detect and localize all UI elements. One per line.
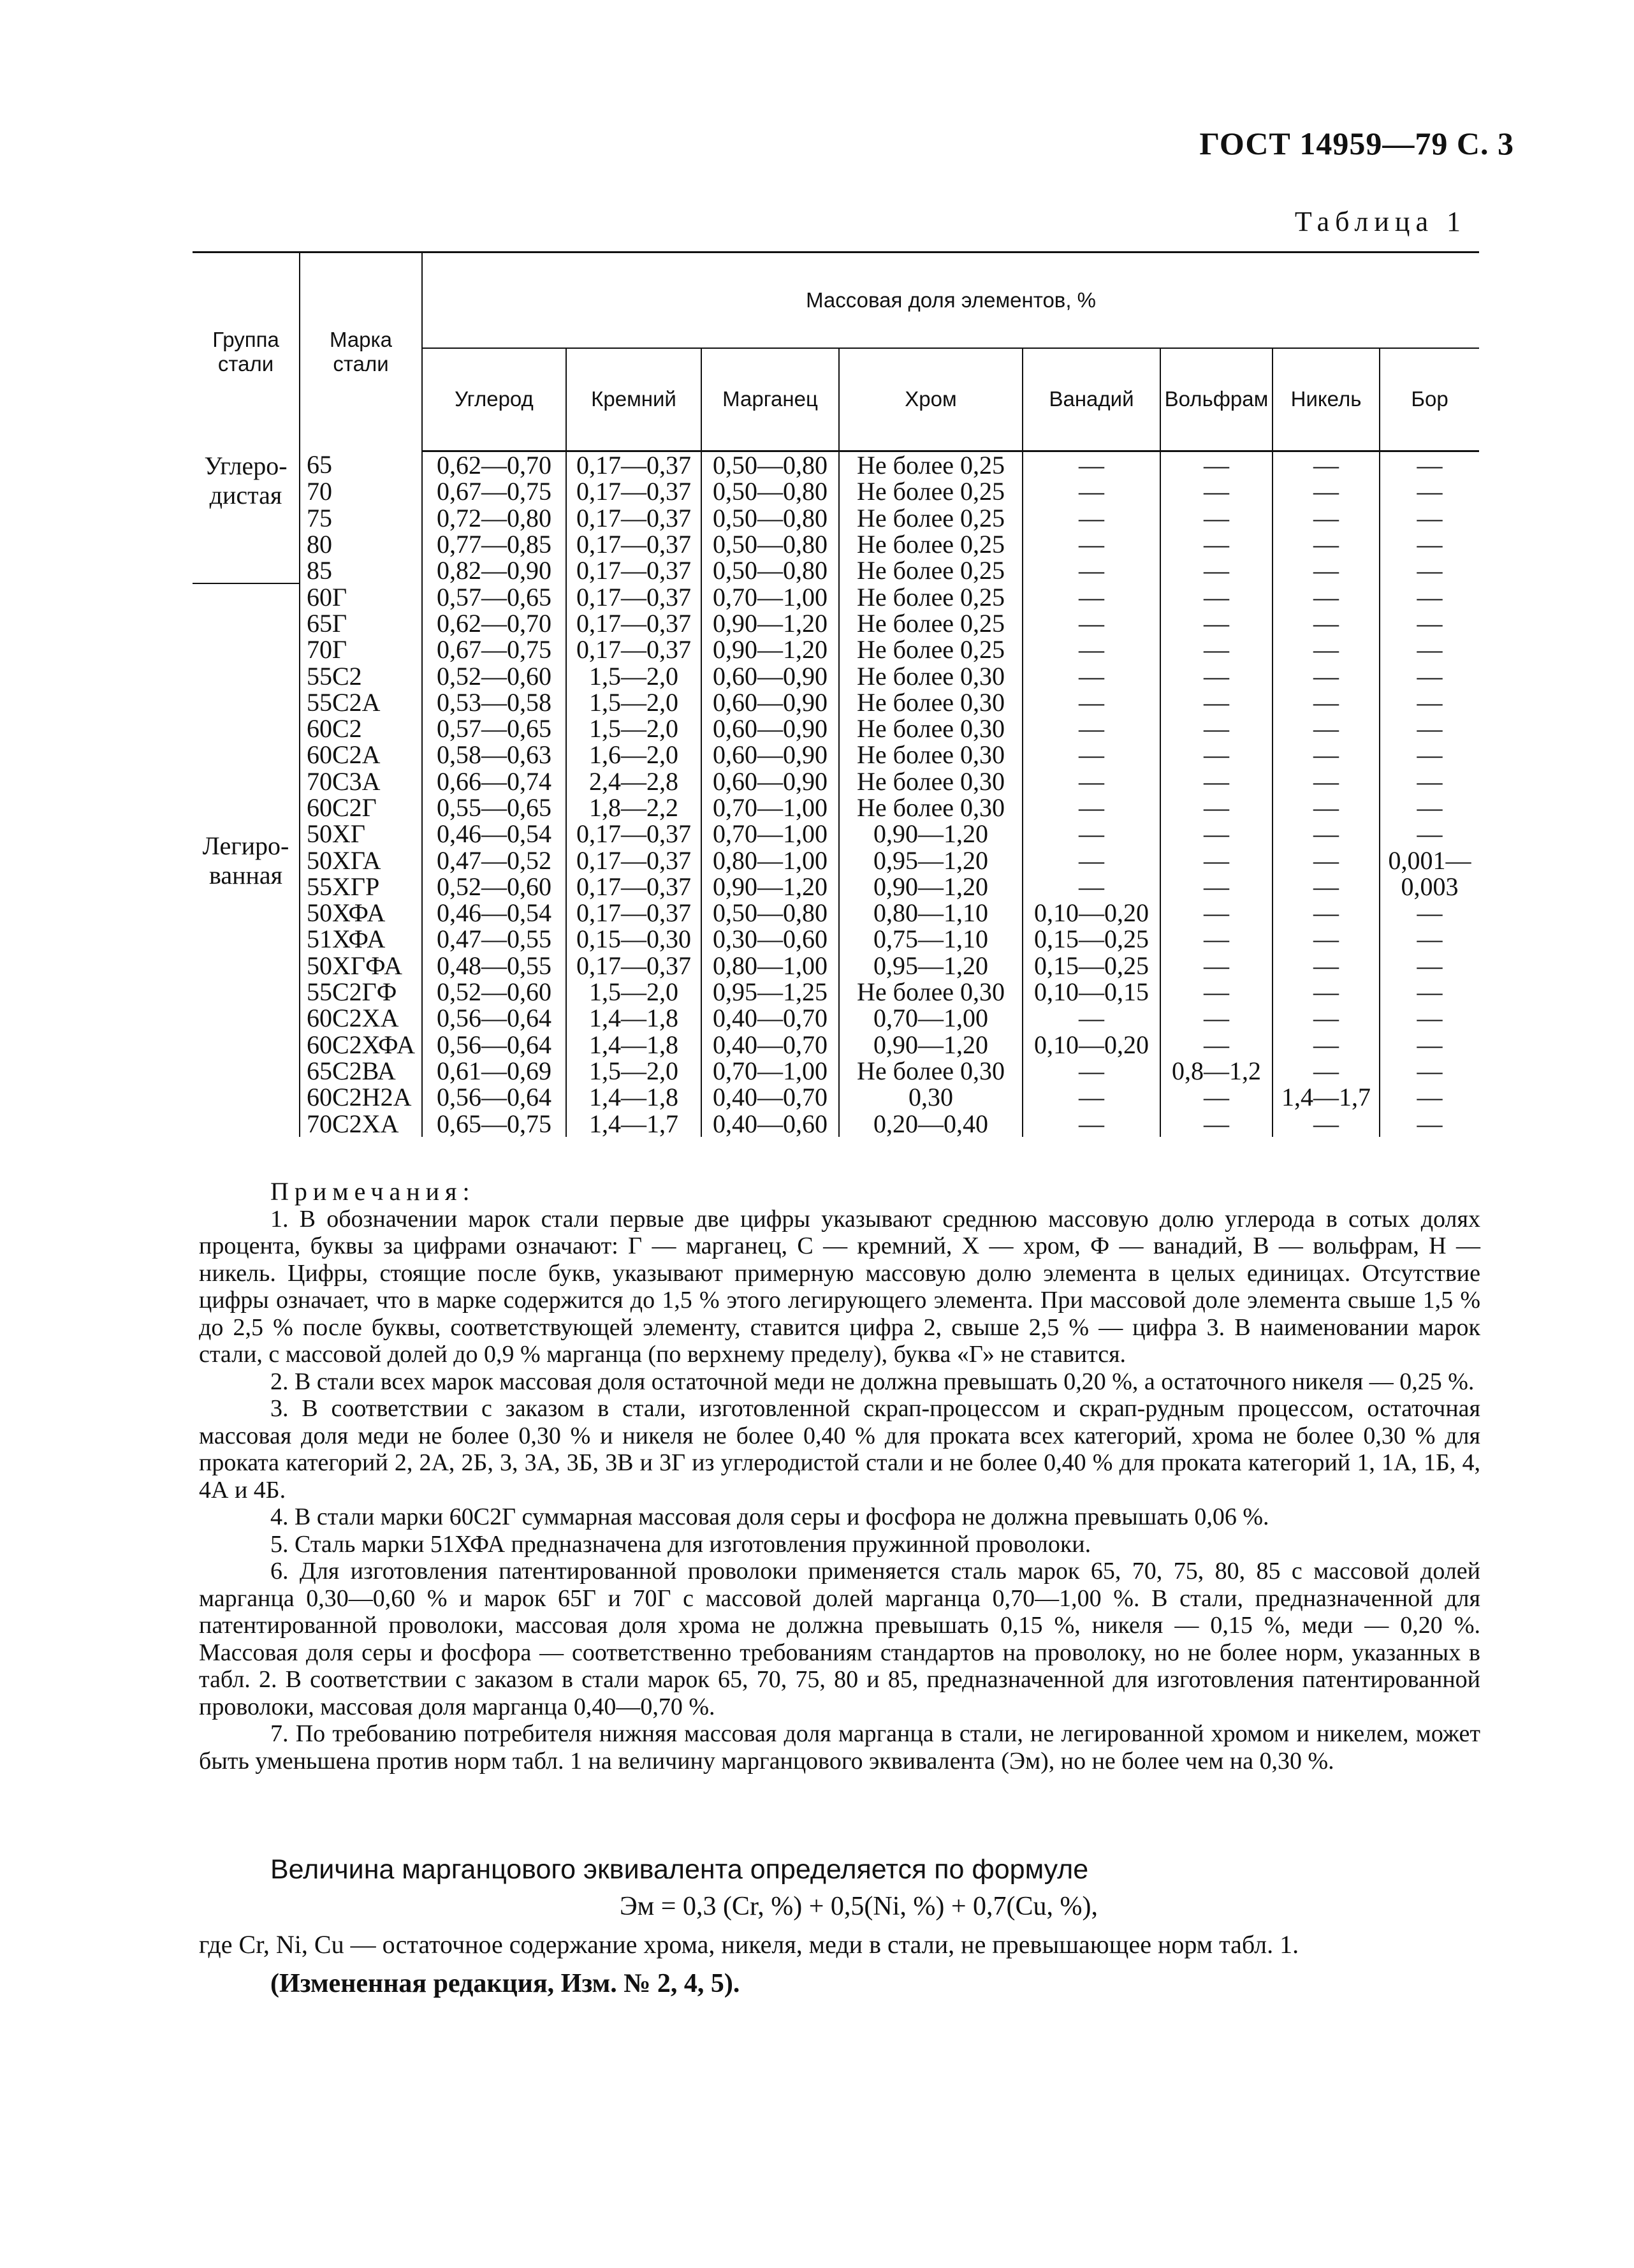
value-cell: 0,001— — [1380, 847, 1479, 873]
value-cell: 0,90—1,20 — [701, 610, 839, 636]
value-cell: — — [1273, 715, 1380, 742]
value-cell: 0,50—0,80 — [701, 478, 839, 504]
value-cell: — — [1273, 768, 1380, 794]
value-cell: 0,70—1,00 — [701, 821, 839, 847]
value-cell: — — [1273, 953, 1380, 979]
value-cell: 0,52—0,60 — [422, 874, 566, 900]
value-cell: — — [1160, 953, 1273, 979]
value-cell: — — [1273, 689, 1380, 715]
grade-cell: 70Г — [300, 636, 422, 662]
value-cell: — — [1160, 610, 1273, 636]
value-cell: 1,4—1,7 — [1273, 1084, 1380, 1110]
value-cell: — — [1023, 1058, 1160, 1084]
value-cell: — — [1160, 794, 1273, 821]
table-row — [193, 689, 1479, 715]
value-cell: — — [1273, 926, 1380, 952]
value-cell: — — [1023, 636, 1160, 662]
value-cell: — — [1023, 557, 1160, 583]
value-cell: 0,48—0,55 — [422, 953, 566, 979]
value-cell: 0,8—1,2 — [1160, 1058, 1273, 1084]
grade-cell: 80 — [300, 531, 422, 557]
value-cell: — — [1380, 689, 1479, 715]
value-cell: 0,30—0,60 — [701, 926, 839, 952]
grade-cell: 70 — [300, 478, 422, 504]
table-row — [193, 478, 1479, 504]
value-cell: Не более 0,30 — [839, 715, 1023, 742]
value-cell: — — [1023, 874, 1160, 900]
table-row — [193, 583, 1479, 610]
value-cell: 0,10—0,20 — [1023, 1032, 1160, 1058]
value-cell: — — [1023, 1084, 1160, 1110]
value-cell: — — [1380, 1084, 1479, 1110]
value-cell: 0,15—0,25 — [1023, 926, 1160, 952]
value-cell: — — [1273, 610, 1380, 636]
value-cell: 0,57—0,65 — [422, 715, 566, 742]
table-row — [193, 900, 1479, 926]
grade-cell: 55С2А — [300, 689, 422, 715]
value-cell: 1,5—2,0 — [566, 715, 701, 742]
grade-cell: 65 — [300, 451, 422, 479]
header-carbon: Углерод — [422, 348, 566, 451]
value-cell: 1,4—1,8 — [566, 1005, 701, 1031]
note-item: 2. В стали всех марок массовая доля остаточной меди не должна превышать 0,20 %, а остаточного никеля — 0,25 %. — [270, 1368, 1475, 1395]
grade-cell: 60С2ХА — [300, 1005, 422, 1031]
value-cell: 0,20—0,40 — [839, 1110, 1023, 1136]
value-cell: Не более 0,25 — [839, 583, 1023, 610]
formula-intro: Величина марганцового эквивалента определяется по формуле — [270, 1854, 1089, 1885]
value-cell: 0,90—1,20 — [839, 874, 1023, 900]
grade-cell: 85 — [300, 557, 422, 583]
value-cell: 1,4—1,7 — [566, 1110, 701, 1136]
value-cell: 0,95—1,20 — [839, 847, 1023, 873]
formula-section — [199, 1852, 1480, 2001]
value-cell: 0,55—0,65 — [422, 794, 566, 821]
header-grade: Марка стали — [300, 252, 422, 451]
table-row — [193, 794, 1479, 821]
value-cell: — — [1023, 1005, 1160, 1031]
value-cell: — — [1380, 794, 1479, 821]
value-cell: 0,58—0,63 — [422, 742, 566, 768]
value-cell: 0,80—1,10 — [839, 900, 1023, 926]
value-cell: — — [1273, 794, 1380, 821]
grade-cell: 60Г — [300, 583, 422, 610]
value-cell: — — [1380, 715, 1479, 742]
value-cell: — — [1380, 768, 1479, 794]
value-cell: 0,17—0,37 — [566, 478, 701, 504]
value-cell: — — [1380, 821, 1479, 847]
value-cell: — — [1160, 847, 1273, 873]
value-cell: 0,62—0,70 — [422, 451, 566, 479]
value-cell: 0,60—0,90 — [701, 742, 839, 768]
value-cell: 0,40—0,70 — [701, 1005, 839, 1031]
value-cell: 2,4—2,8 — [566, 768, 701, 794]
table-row — [193, 1084, 1479, 1110]
grade-cell: 50ХГА — [300, 847, 422, 873]
value-cell: 0,17—0,37 — [566, 847, 701, 873]
value-cell: 1,6—2,0 — [566, 742, 701, 768]
value-cell: 0,90—1,20 — [839, 821, 1023, 847]
value-cell: 0,17—0,37 — [566, 531, 701, 557]
header-mass-fraction: Массовая доля элементов, % — [422, 252, 1479, 348]
value-cell: 0,40—0,60 — [701, 1110, 839, 1136]
value-cell: 0,50—0,80 — [701, 900, 839, 926]
grade-cell: 65Г — [300, 610, 422, 636]
value-cell: 0,75—1,10 — [839, 926, 1023, 952]
header-silicon: Кремний — [566, 348, 701, 451]
table-caption: Таблица 1 — [1294, 206, 1466, 237]
value-cell: — — [1380, 979, 1479, 1005]
table-row — [193, 821, 1479, 847]
value-cell: — — [1380, 953, 1479, 979]
grade-cell: 75 — [300, 505, 422, 531]
grade-cell: 50ХФА — [300, 900, 422, 926]
note-item: 1. В обозначении марок стали первые две цифры указывают среднюю массовую долю углерода в сотых долях процента, буквы за цифрами означают: Г — марганец, С — кремний, Х — хром, Ф — ванадий, В — вольфрам, Н — никель. Цифры, стоящие после букв, указывают примерную массовую долю элемента в целых единицах. Отсутствие цифры означает, что в марке содержится до 1,5 % этого легирующего элемента. При массовой доле элемента свыше 1,5 % до 2,5 % после буквы, соответствующей элементу, ставится цифра 2, свыше 2,5 % — цифра 3. В наименовании марок стали, с массовой долей до 0,9 % марганца (по верхнему пределу), буква «Г» не ставится. — [199, 1205, 1480, 1368]
value-cell: 0,90—1,20 — [701, 874, 839, 900]
value-cell: 0,50—0,80 — [701, 557, 839, 583]
table-row — [193, 874, 1479, 900]
value-cell: 0,95—1,20 — [839, 953, 1023, 979]
value-cell: — — [1273, 662, 1380, 689]
value-cell: — — [1273, 1110, 1380, 1136]
value-cell: 0,52—0,60 — [422, 662, 566, 689]
value-cell: — — [1380, 583, 1479, 610]
table-row — [193, 953, 1479, 979]
value-cell: 0,17—0,37 — [566, 451, 701, 479]
value-cell: 0,60—0,90 — [701, 715, 839, 742]
note-item: 4. В стали марки 60С2Г суммарная массовая доля серы и фосфора не должна превышать 0,06 %. — [270, 1503, 1269, 1530]
value-cell: 0,50—0,80 — [701, 505, 839, 531]
value-cell: 0,57—0,65 — [422, 583, 566, 610]
value-cell: — — [1023, 768, 1160, 794]
value-cell: — — [1023, 583, 1160, 610]
table-row — [193, 847, 1479, 873]
header-group: Группа стали — [193, 252, 300, 451]
value-cell: 0,70—1,00 — [701, 583, 839, 610]
value-cell: 0,17—0,37 — [566, 900, 701, 926]
value-cell: — — [1160, 505, 1273, 531]
value-cell: Не более 0,25 — [839, 557, 1023, 583]
value-cell: — — [1160, 1084, 1273, 1110]
value-cell: — — [1273, 821, 1380, 847]
grade-cell: 70С3А — [300, 768, 422, 794]
header-boron: Бор — [1380, 348, 1479, 451]
value-cell: — — [1160, 926, 1273, 952]
grade-cell: 50ХГФА — [300, 953, 422, 979]
value-cell: 0,90—1,20 — [701, 636, 839, 662]
value-cell: — — [1380, 505, 1479, 531]
value-cell: 0,10—0,15 — [1023, 979, 1160, 1005]
value-cell: — — [1023, 847, 1160, 873]
value-cell: 1,5—2,0 — [566, 1058, 701, 1084]
value-cell: 1,5—2,0 — [566, 662, 701, 689]
value-cell: 0,66—0,74 — [422, 768, 566, 794]
value-cell: — — [1023, 610, 1160, 636]
value-cell: — — [1023, 742, 1160, 768]
value-cell: — — [1380, 478, 1479, 504]
table-row — [193, 610, 1479, 636]
value-cell: 0,56—0,64 — [422, 1005, 566, 1031]
value-cell: 0,17—0,37 — [566, 583, 701, 610]
header-tungsten: Вольфрам — [1160, 348, 1273, 451]
revision-note: (Измененная редакция, Изм. № 2, 4, 5). — [270, 1969, 740, 1998]
value-cell: — — [1273, 583, 1380, 610]
note-item: 5. Сталь марки 51ХФА предназначена для изготовления пружинной проволоки. — [270, 1530, 1091, 1558]
value-cell: — — [1023, 451, 1160, 479]
table-row — [193, 557, 1479, 583]
value-cell: — — [1023, 794, 1160, 821]
table-row — [193, 1032, 1479, 1058]
table-row — [193, 1110, 1479, 1136]
table-row — [193, 531, 1479, 557]
value-cell: 0,40—0,70 — [701, 1032, 839, 1058]
value-cell: — — [1160, 531, 1273, 557]
value-cell: 0,80—1,00 — [701, 953, 839, 979]
value-cell: 0,17—0,37 — [566, 821, 701, 847]
value-cell: — — [1273, 557, 1380, 583]
value-cell: — — [1380, 1110, 1479, 1136]
table-row — [193, 505, 1479, 531]
value-cell: 0,15—0,25 — [1023, 953, 1160, 979]
value-cell: 0,17—0,37 — [566, 953, 701, 979]
table-row — [193, 715, 1479, 742]
value-cell: 0,17—0,37 — [566, 505, 701, 531]
grade-cell: 65С2ВА — [300, 1058, 422, 1084]
value-cell: — — [1380, 636, 1479, 662]
table-row — [193, 662, 1479, 689]
value-cell: — — [1160, 768, 1273, 794]
value-cell: Не более 0,30 — [839, 742, 1023, 768]
notes-title: Примечания: — [270, 1177, 476, 1206]
steel-group-cell: Углеро- дистая — [204, 451, 288, 509]
value-cell: 0,46—0,54 — [422, 900, 566, 926]
value-cell: 1,4—1,8 — [566, 1084, 701, 1110]
value-cell: 0,53—0,58 — [422, 689, 566, 715]
grade-cell: 55ХГР — [300, 874, 422, 900]
value-cell: — — [1273, 531, 1380, 557]
value-cell: — — [1160, 1005, 1273, 1031]
document-code: ГОСТ 14959—79 С. 3 — [1199, 126, 1514, 161]
value-cell: 0,95—1,25 — [701, 979, 839, 1005]
value-cell: Не более 0,30 — [839, 768, 1023, 794]
value-cell: — — [1273, 874, 1380, 900]
value-cell: — — [1023, 662, 1160, 689]
value-cell: 0,52—0,60 — [422, 979, 566, 1005]
value-cell: — — [1380, 742, 1479, 768]
value-cell: Не более 0,30 — [839, 979, 1023, 1005]
grade-cell: 60С2Г — [300, 794, 422, 821]
value-cell: — — [1380, 557, 1479, 583]
value-cell: 0,47—0,52 — [422, 847, 566, 873]
formula-expression: Эм = 0,3 (Cr, %) + 0,5(Ni, %) + 0,7(Cu, %), — [619, 1892, 1098, 1921]
value-cell: 0,60—0,90 — [701, 768, 839, 794]
value-cell: 1,8—2,2 — [566, 794, 701, 821]
value-cell: 0,46—0,54 — [422, 821, 566, 847]
value-cell: 0,62—0,70 — [422, 610, 566, 636]
value-cell: 0,67—0,75 — [422, 478, 566, 504]
grade-cell: 60С2ХФА — [300, 1032, 422, 1058]
value-cell: 0,61—0,69 — [422, 1058, 566, 1084]
value-cell: — — [1380, 531, 1479, 557]
value-cell: — — [1273, 900, 1380, 926]
value-cell: 0,17—0,37 — [566, 874, 701, 900]
header-manganese: Марганец — [701, 348, 839, 451]
value-cell: 0,10—0,20 — [1023, 900, 1160, 926]
table-row — [193, 926, 1479, 952]
value-cell: Не более 0,25 — [839, 478, 1023, 504]
value-cell: — — [1273, 505, 1380, 531]
value-cell: 0,47—0,55 — [422, 926, 566, 952]
value-cell: — — [1160, 1032, 1273, 1058]
note-item: 6. Для изготовления патентированной проволоки применяется сталь марок 65, 70, 75, 80, 85 с массовой долей марганца 0,30—0,60 % и марок 65Г и 70Г с массовой долей марганца 0,70—1,00 %. В стали, предназначенной для патентированной проволоки, массовая доля хрома не должна превышать 0,15 %, никеля — 0,15 %, меди — 0,20 %. Массовая доля серы и фосфора — соответственно требованиям стандартов на проволоку, но не более норм, указанных в табл. 2. В соответствии с заказом в стали марок 65, 70, 75, 80 и 85, предназначенной для изготовления патентированной проволоки, массовая доля марганца 0,40—0,70 %. — [199, 1558, 1480, 1720]
value-cell: 0,67—0,75 — [422, 636, 566, 662]
value-cell: — — [1273, 636, 1380, 662]
grade-cell: 55С2 — [300, 662, 422, 689]
value-cell: 0,72—0,80 — [422, 505, 566, 531]
value-cell: 0,17—0,37 — [566, 557, 701, 583]
value-cell: 0,40—0,70 — [701, 1084, 839, 1110]
grade-cell: 50ХГ — [300, 821, 422, 847]
value-cell: — — [1380, 451, 1479, 479]
value-cell: — — [1380, 1032, 1479, 1058]
header-nickel: Никель — [1273, 348, 1380, 451]
value-cell: 0,60—0,90 — [701, 689, 839, 715]
value-cell: — — [1160, 451, 1273, 479]
value-cell: — — [1023, 505, 1160, 531]
value-cell: — — [1023, 531, 1160, 557]
value-cell: — — [1273, 451, 1380, 479]
table-body — [193, 451, 1479, 1137]
value-cell: 0,17—0,37 — [566, 610, 701, 636]
value-cell: — — [1160, 715, 1273, 742]
value-cell: 0,50—0,80 — [701, 451, 839, 479]
value-cell: — — [1380, 926, 1479, 952]
value-cell: Не более 0,25 — [839, 636, 1023, 662]
value-cell: — — [1160, 557, 1273, 583]
value-cell: 0,30 — [839, 1084, 1023, 1110]
value-cell: — — [1273, 742, 1380, 768]
value-cell: — — [1273, 478, 1380, 504]
value-cell: — — [1160, 636, 1273, 662]
value-cell: — — [1273, 1005, 1380, 1031]
value-cell: — — [1380, 662, 1479, 689]
value-cell: — — [1023, 821, 1160, 847]
value-cell: 0,17—0,37 — [566, 636, 701, 662]
value-cell: Не более 0,25 — [839, 610, 1023, 636]
value-cell: 0,50—0,80 — [701, 531, 839, 557]
grade-cell: 70С2ХА — [300, 1110, 422, 1136]
value-cell: Не более 0,25 — [839, 451, 1023, 479]
value-cell: 0,90—1,20 — [839, 1032, 1023, 1058]
value-cell: 0,56—0,64 — [422, 1084, 566, 1110]
formula-explanation: где Cr, Ni, Cu — остаточное содержание хрома, никеля, меди в стали, не превышающее норм табл. 1. — [199, 1930, 1299, 1959]
value-cell: 0,60—0,90 — [701, 662, 839, 689]
table-row — [193, 979, 1479, 1005]
value-cell: Не более 0,25 — [839, 531, 1023, 557]
value-cell: — — [1160, 900, 1273, 926]
table-row — [193, 1058, 1479, 1084]
value-cell: — — [1380, 900, 1479, 926]
value-cell: — — [1160, 1110, 1273, 1136]
grade-cell: 55С2ГФ — [300, 979, 422, 1005]
value-cell: 0,65—0,75 — [422, 1110, 566, 1136]
value-cell: 0,77—0,85 — [422, 531, 566, 557]
note-item: 3. В соответствии с заказом в стали, изготовленной скрап-процессом и скрап-рудным процессом, остаточная массовая доля меди не более 0,30 % и никеля не более 0,40 % для проката всех категорий, хрома не более 0,30 % для проката категорий 2, 2А, 2Б, 3, 3А, 3Б, 3В и 3Г из углеродистой стали и не более 0,40 % для проката категорий 1, 1А, 1Б, 4, 4А и 4Б. — [199, 1395, 1480, 1503]
value-cell: 0,70—1,00 — [701, 1058, 839, 1084]
table-row — [193, 636, 1479, 662]
header-vanadium: Ванадий — [1023, 348, 1160, 451]
value-cell: Не более 0,30 — [839, 662, 1023, 689]
value-cell: 0,70—1,00 — [839, 1005, 1023, 1031]
value-cell: — — [1023, 715, 1160, 742]
value-cell: 0,82—0,90 — [422, 557, 566, 583]
value-cell: 0,80—1,00 — [701, 847, 839, 873]
value-cell: — — [1023, 478, 1160, 504]
value-cell: — — [1160, 583, 1273, 610]
value-cell: — — [1273, 847, 1380, 873]
value-cell: — — [1160, 979, 1273, 1005]
value-cell: — — [1273, 1032, 1380, 1058]
value-cell: 1,5—2,0 — [566, 689, 701, 715]
table-row — [193, 768, 1479, 794]
value-cell: 1,5—2,0 — [566, 979, 701, 1005]
value-cell: 1,4—1,8 — [566, 1032, 701, 1058]
value-cell: — — [1380, 610, 1479, 636]
value-cell: Не более 0,30 — [839, 689, 1023, 715]
header-chromium: Хром — [839, 348, 1023, 451]
value-cell: — — [1023, 1110, 1160, 1136]
value-cell: — — [1160, 742, 1273, 768]
value-cell: Не более 0,30 — [839, 794, 1023, 821]
value-cell: 0,003 — [1380, 874, 1479, 900]
table-row — [193, 451, 1479, 479]
value-cell: 0,15—0,30 — [566, 926, 701, 952]
steel-group-cell: Легиро- ванная — [193, 583, 300, 1136]
value-cell: 0,56—0,64 — [422, 1032, 566, 1058]
grade-cell: 60С2 — [300, 715, 422, 742]
value-cell: — — [1160, 662, 1273, 689]
value-cell: — — [1160, 478, 1273, 504]
value-cell: Не более 0,30 — [839, 1058, 1023, 1084]
table-row — [193, 1005, 1479, 1031]
note-item: 7. По требованию потребителя нижняя массовая доля марганца в стали, не легированной хромом и никелем, может быть уменьшена против норм табл. 1 на величину марганцового эквивалента (Эм), но не более чем на 0,30 %. — [199, 1720, 1480, 1774]
value-cell: — — [1273, 1058, 1380, 1084]
value-cell: 0,70—1,00 — [701, 794, 839, 821]
value-cell: — — [1380, 1005, 1479, 1031]
notes-section — [199, 1178, 1480, 1774]
value-cell: — — [1023, 689, 1160, 715]
table-row — [193, 742, 1479, 768]
steel-composition-table — [193, 251, 1479, 1137]
grade-cell: 60С2Н2А — [300, 1084, 422, 1110]
grade-cell: 60С2А — [300, 742, 422, 768]
value-cell: — — [1160, 689, 1273, 715]
value-cell: Не более 0,25 — [839, 505, 1023, 531]
value-cell: — — [1160, 874, 1273, 900]
value-cell: — — [1160, 821, 1273, 847]
value-cell: — — [1380, 1058, 1479, 1084]
value-cell: — — [1273, 979, 1380, 1005]
grade-cell: 51ХФА — [300, 926, 422, 952]
